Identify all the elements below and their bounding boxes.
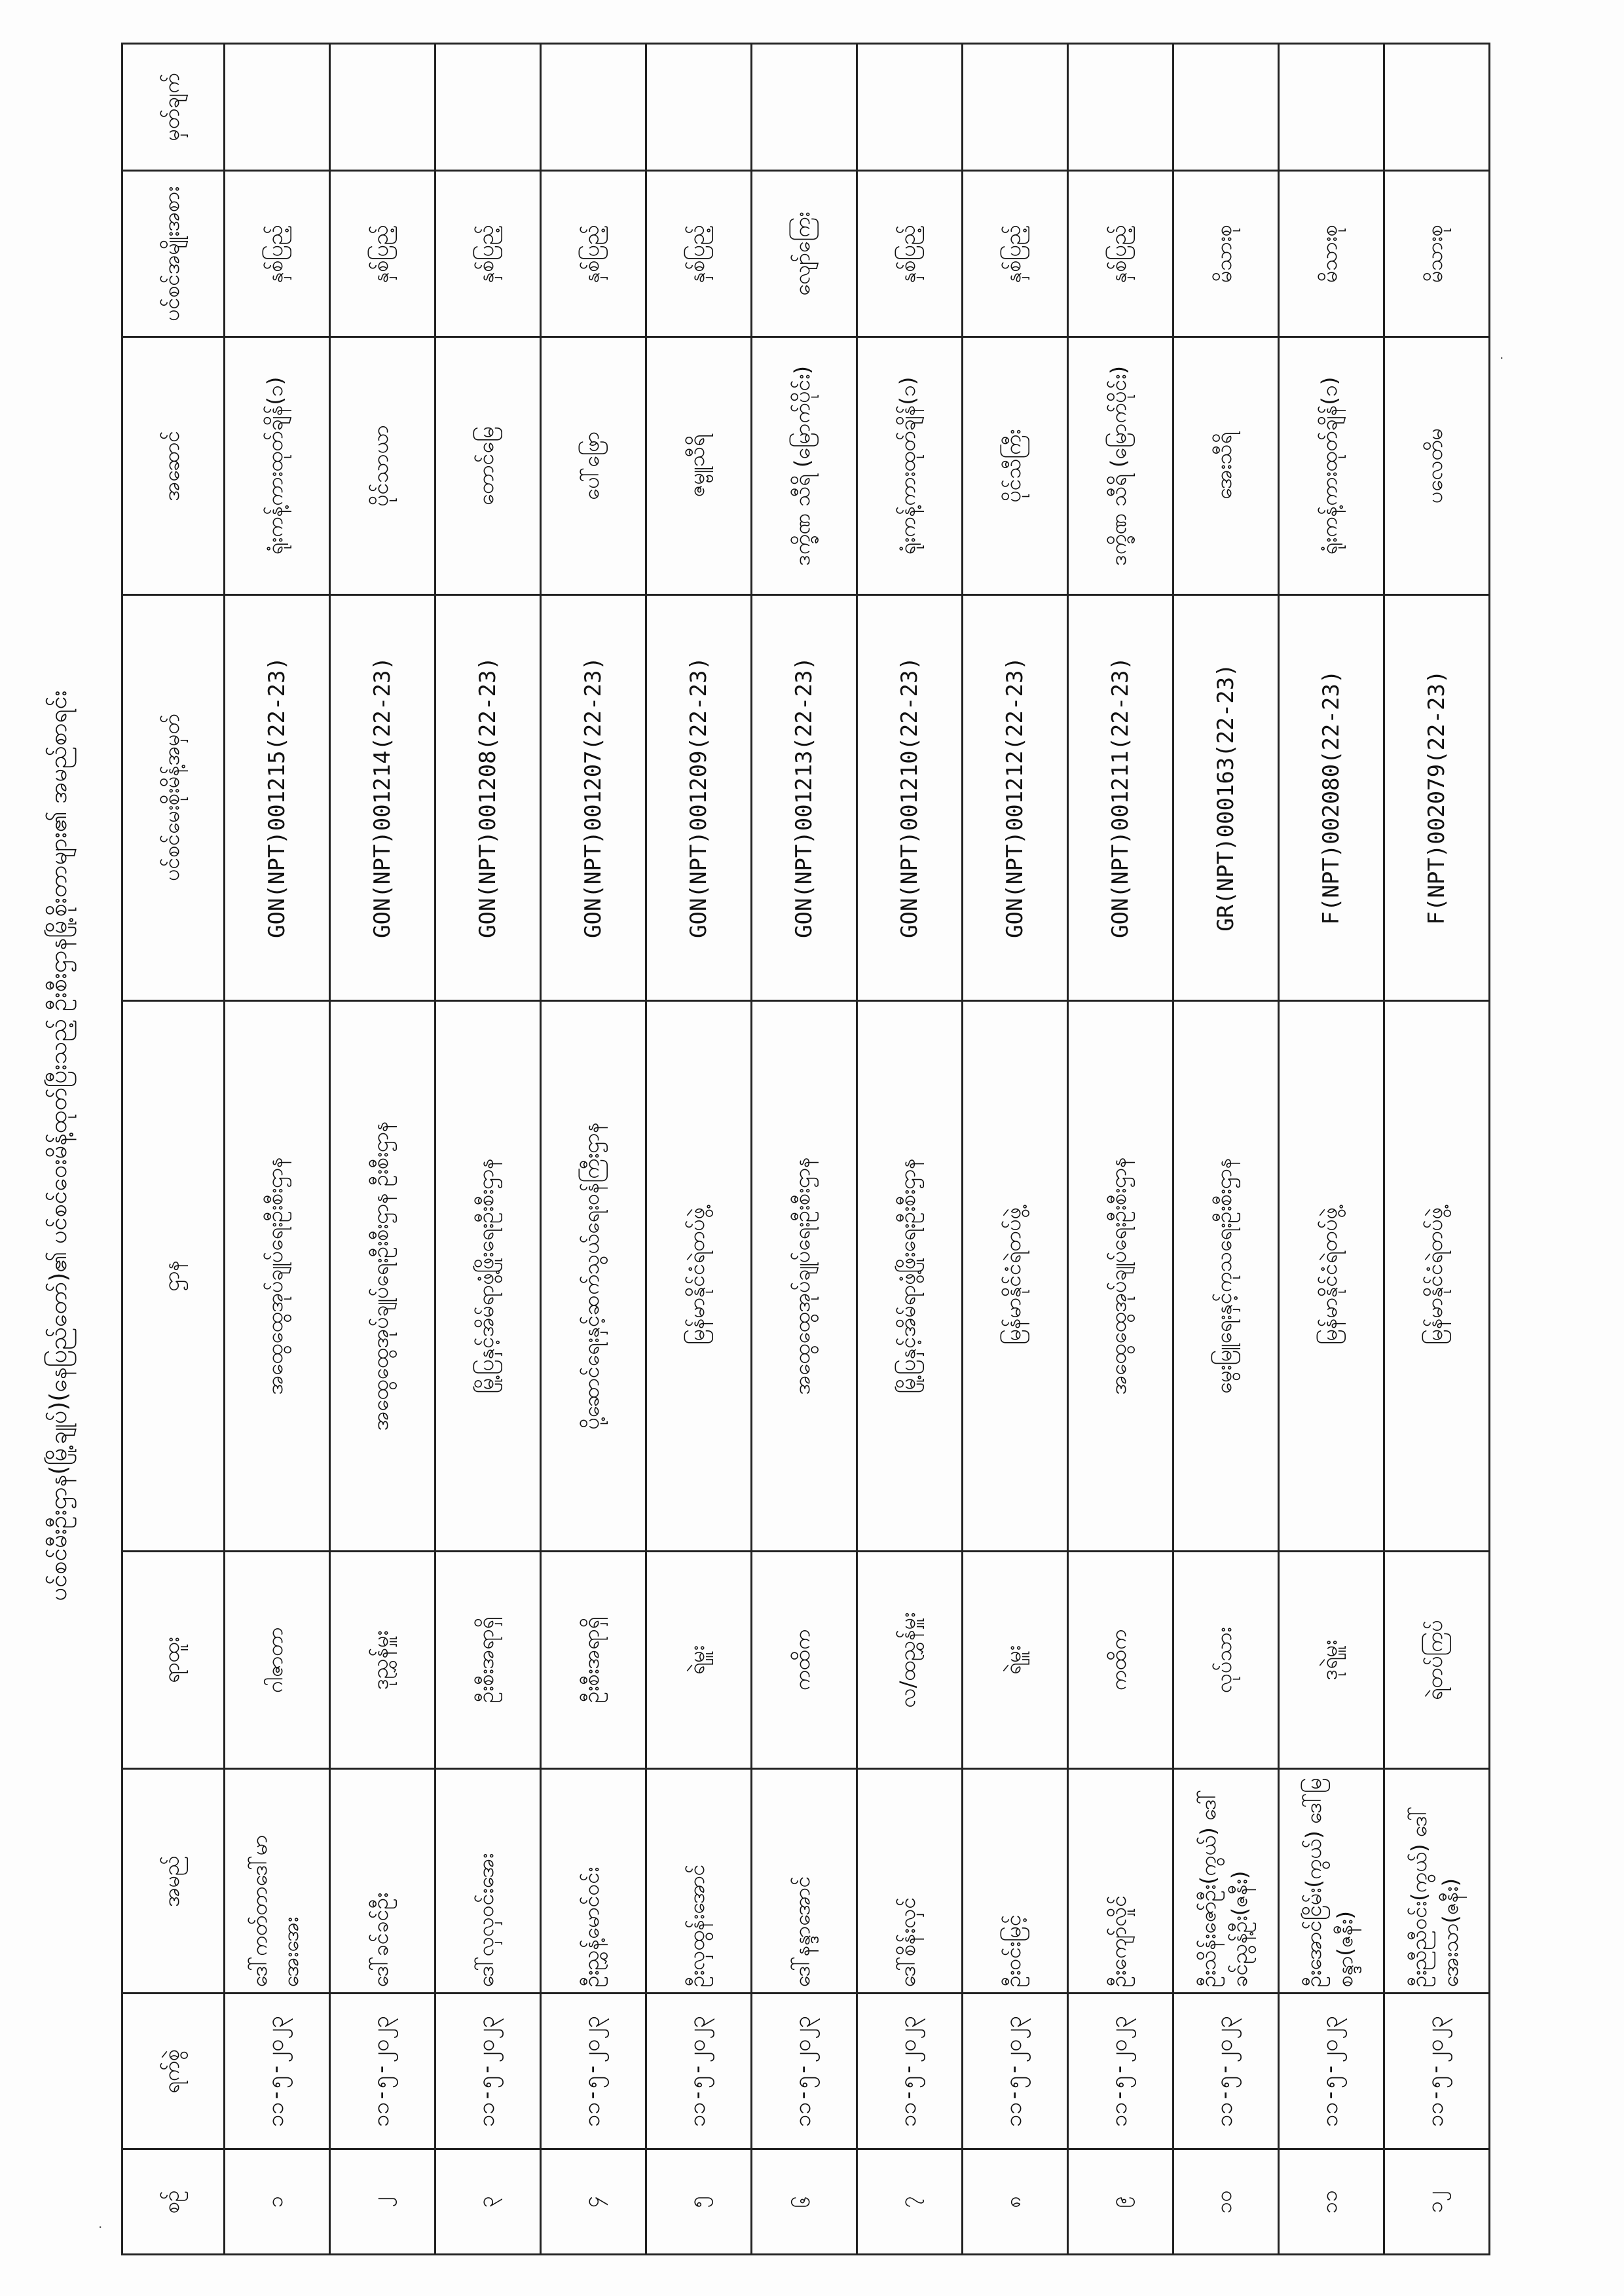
table-row <box>435 44 541 2255</box>
row-pension-no: GON(NPT)001214(22-23) <box>330 594 435 1000</box>
row-name: ဦးဝင်းမြင့် <box>963 1769 1068 1994</box>
row-name: ဦးအောင်ငြိမ်း(ကွယ်) ဒေါ်မြစန္ဒာ(ဇနီး) <box>1279 1769 1384 1994</box>
row-name: ဦးကျော်လှိုင် <box>1068 1769 1173 1994</box>
table-row <box>646 44 752 2255</box>
row-type: နှစ်ပြည့် <box>435 170 541 337</box>
header-row <box>122 44 225 2255</box>
row-remark <box>435 44 541 171</box>
row-office: အေးသီရိ <box>1173 337 1279 594</box>
row-no: ၅ <box>646 2149 752 2255</box>
row-rank: ဂါဇာတာ <box>225 1552 330 1769</box>
stray-mark: · <box>98 2219 103 2235</box>
row-remark <box>1384 44 1490 171</box>
row-name: ဒေါ်ခင်ခင်ဦး <box>330 1769 435 1994</box>
row-rank: ဦးစီးအရာရှိ <box>435 1552 541 1769</box>
row-name: ဒေါ်နန္ဒာအောင် <box>752 1769 857 1994</box>
table-row <box>752 44 857 2255</box>
row-type: နှစ်ပြည့် <box>646 170 752 337</box>
row-type: မိသားစု <box>1173 170 1279 337</box>
row-remark <box>963 44 1068 171</box>
row-dept: မြန်မာနိုင်ငံရဲတပ်ဖွဲ့ <box>1279 1000 1384 1551</box>
table-row <box>963 44 1068 2255</box>
row-pension-no: F(NPT)002079(22-23) <box>1384 594 1490 1000</box>
row-date: ၁၁-၅-၂၀၂၃ <box>1173 1994 1279 2149</box>
row-name: ဒေါ်ကတ်တာဒေါ်မာအေးအေး <box>225 1769 330 1994</box>
row-office: ပေါ်ဖြော <box>541 337 646 594</box>
row-name: ဦးညွှန့်မောင်ဝင်း <box>541 1769 646 1994</box>
row-rank: ကထိက <box>752 1552 857 1769</box>
table-row <box>1068 44 1173 2255</box>
table-row <box>1384 44 1490 2255</box>
page-title: ပင်စင်မီးဦးဌာန(မြို့ချုပ်)(နေပြည်တော်)၏ ပင်စင်ဝေးမိန့်ထုတ်ပြီးသည့် ဦးစီးဌာနမြို့စိုးတာများ၏ အမည်စာရင်း <box>45 690 72 1601</box>
row-pension-no: GON(NPT)001209(22-23) <box>646 594 752 1000</box>
row-type: နှစ်ပြည့် <box>963 170 1068 337</box>
table-row <box>857 44 963 2255</box>
row-date: ၁၁-၅-၂၀၂၃ <box>1279 1994 1384 2149</box>
row-rank: ရဲမှူး <box>963 1552 1068 1769</box>
row-pension-no: GON(NPT)001212(22-23) <box>963 594 1068 1000</box>
row-pension-no: GON(NPT)001213(22-23) <box>752 594 857 1000</box>
row-office: ရုံးကန့်ကားထုတ်ချိန်(၁) <box>1279 337 1384 594</box>
row-dept: အထွေထွေအုပ်ချုပ်ရေးဦးစီးဌာန <box>752 1000 857 1551</box>
table-row <box>225 44 330 2255</box>
row-office: ပိုင်သီကြီး <box>963 337 1068 594</box>
row-office: ပိုင်သာယာ <box>330 337 435 594</box>
row-type: နှစ်ပြည့် <box>225 170 330 337</box>
row-no: ၃ <box>435 2149 541 2255</box>
row-remark <box>752 44 857 171</box>
row-pension-no: GON(NPT)001207(22-23) <box>541 594 646 1000</box>
row-remark <box>225 44 330 171</box>
header-name: အမည် <box>122 1769 225 1994</box>
row-no: ၄ <box>541 2149 646 2255</box>
row-no: ၁၂ <box>1384 2149 1490 2255</box>
row-no: ၈ <box>963 2149 1068 2255</box>
row-date: ၁၁-၅-၂၀၂၃ <box>435 1994 541 2149</box>
row-dept: မြို့ပြနှင့်အိမ်ရာဖွံ့ဖြိုးရေးဦးစီးဌာန <box>435 1000 541 1551</box>
row-pension-no: GON(NPT)001215(22-23) <box>225 594 330 1000</box>
header-dept: ဌာန <box>122 1000 225 1551</box>
row-pension-no: GON(NPT)001208(22-23) <box>435 594 541 1000</box>
row-dept: မြန်မာနိုင်ငံရဲတပ်ဖွဲ့ <box>963 1000 1068 1551</box>
row-date: ၁၁-၅-၂၀၂၃ <box>1068 1994 1173 2149</box>
row-office: ရုံးကန့်ကားထုတ်ချိန်(၁) <box>225 337 330 594</box>
table-row <box>1279 44 1384 2255</box>
row-type: မိသားစု <box>1384 170 1490 337</box>
row-dept: အထွေထွေအုပ်ချုပ်ရေးဦးစီးဌာန <box>225 1000 330 1551</box>
row-name: ဦးသိန်းဇော်ဦး(ကွယ်) ဒေါ်ခင်ညွန့်ဦး(ဇနီး) <box>1173 1769 1279 1994</box>
row-remark <box>646 44 752 171</box>
stray-mark: · <box>1500 350 1504 366</box>
row-rank: ဒုရဲမှူး <box>1279 1552 1384 1769</box>
row-no: ၂ <box>330 2149 435 2255</box>
header-type: ပင်စင်အမျိုးအစား <box>122 170 225 337</box>
row-office: တောင်မြေ <box>435 337 541 594</box>
header-date: ရက်စွဲ <box>122 1994 225 2149</box>
row-rank: ရဲတပ်ကြပ် <box>1384 1552 1490 1769</box>
row-date: ၁၁-၅-၂၀၂၃ <box>1384 1994 1490 2149</box>
row-type: နှစ်ပြည့် <box>857 170 963 337</box>
row-remark <box>330 44 435 171</box>
row-pension-no: GON(NPT)001211(22-23) <box>1068 594 1173 1000</box>
row-date: ၁၁-၅-၂၀၂၃ <box>752 1994 857 2149</box>
row-dept: အထွေထွေအုပ်ချုပ်ရေးဦးစီးဌာန ဦးစီးဌာန <box>330 1000 435 1551</box>
row-name: ဒေါ်လှလှဝင်းအေး <box>435 1769 541 1994</box>
row-rank: ကထိက <box>1068 1552 1173 1769</box>
row-rank: ရဲမှူး <box>646 1552 752 1769</box>
row-type: နှစ်ပြည့် <box>1068 170 1173 337</box>
row-date: ၁၁-၅-၂၀၂၃ <box>857 1994 963 2149</box>
row-type: လျော်ကြေး <box>752 170 857 337</box>
table-row <box>541 44 646 2255</box>
row-date: ၁၁-၅-၂၀၂၃ <box>330 1994 435 2149</box>
row-pension-no: GR(NPT)000163(22-23) <box>1173 594 1279 1000</box>
row-date: ၁၁-၅-၂၀၂၃ <box>541 1994 646 2149</box>
row-remark <box>541 44 646 171</box>
row-name: ဦးညီညီဝင်း(ကွယ်) ဒေါ်အေးသာ(ဇနီး) <box>1384 1769 1490 1994</box>
row-office: ရုံးကန့်ကားထုတ်ချိန်(၁) <box>857 337 963 594</box>
table-row <box>330 44 435 2255</box>
header-no: စဉ် <box>122 2149 225 2255</box>
row-office: ပလေတိမ <box>1384 337 1490 594</box>
row-remark <box>1279 44 1384 171</box>
row-rank: ဦးစီးအရာရှိ <box>541 1552 646 1769</box>
header-pension-no: ပင်စင်မေးစိုးမိန့်အမှတ် <box>122 594 225 1000</box>
row-no: ၇ <box>857 2149 963 2255</box>
header-remark: မှတ်ချက် <box>122 44 225 171</box>
row-dept: အထွေထွေအုပ်ချုပ်ရေးဦးစီးဌာန <box>1068 1000 1173 1551</box>
row-name: ဒေါ်စိန်းလှင် <box>857 1769 963 1994</box>
row-no: ၉ <box>1068 2149 1173 2255</box>
row-type: မိသားစု <box>1279 170 1384 337</box>
row-no: ၁ <box>225 2149 330 2255</box>
row-rank: လ/ထညွှန်မှူး <box>857 1552 963 1769</box>
row-rank: ဒုညွှန်မှူး <box>330 1552 435 1769</box>
row-remark <box>857 44 963 171</box>
row-type: နှစ်ပြည့် <box>330 170 435 337</box>
table-row <box>1173 44 1279 2255</box>
row-dept: မွေးမြူရေးနှင့်ကုသရေးဦးစီးဌာန <box>1173 1000 1279 1551</box>
row-dept: မြို့ပြနှင့်အိမ်ရာဖွံ့ဖြိုးရေးဦးစီးဌာန <box>857 1000 963 1551</box>
row-date: ၁၁-၅-၂၀၂၃ <box>963 1994 1068 2149</box>
row-date: ၁၁-၅-၂၀၂၃ <box>646 1994 752 2149</box>
row-name: ဦးလှထွန်းအောင် <box>646 1769 752 1994</box>
row-remark <box>1173 44 1279 171</box>
row-office: ဒက္ခိဏ သီရိ (မြောက်ပိုင်း) <box>752 337 857 594</box>
pension-table-wrapper <box>121 43 1470 2255</box>
row-no: ၆ <box>752 2149 857 2255</box>
row-office: ဇမ္ဗူသီရိ <box>646 337 752 594</box>
row-date: ၁၁-၅-၂၀၂၃ <box>225 1994 330 2149</box>
row-no: ၁၀ <box>1173 2149 1279 2255</box>
header-rank: ရာထူး <box>122 1552 225 1769</box>
header-office: အဆောင် <box>122 337 225 594</box>
pension-table <box>121 43 1490 2255</box>
row-rank: လုပ်သား <box>1173 1552 1279 1769</box>
row-no: ၁၁ <box>1279 2149 1384 2255</box>
row-office: ဒက္ခိဏ သီရိ (မြောက်ပိုင်း) <box>1068 337 1173 594</box>
row-dept: မြန်မာနိုင်ငံရဲတပ်ဖွဲ့ <box>1384 1000 1490 1551</box>
row-pension-no: F(NPT)002080(22-23) <box>1279 594 1384 1000</box>
row-pension-no: GON(NPT)001210(22-23) <box>857 594 963 1000</box>
row-dept: မြန်မာနိုင်ငံရဲတပ်ဖွဲ့ <box>646 1000 752 1551</box>
row-dept: ပို့ဆောင်ရေးနှင့်ဆက်သွယ်ရေးဝန်ကြီးဌာန <box>541 1000 646 1551</box>
row-remark <box>1068 44 1173 171</box>
row-type: နှစ်ပြည့် <box>541 170 646 337</box>
